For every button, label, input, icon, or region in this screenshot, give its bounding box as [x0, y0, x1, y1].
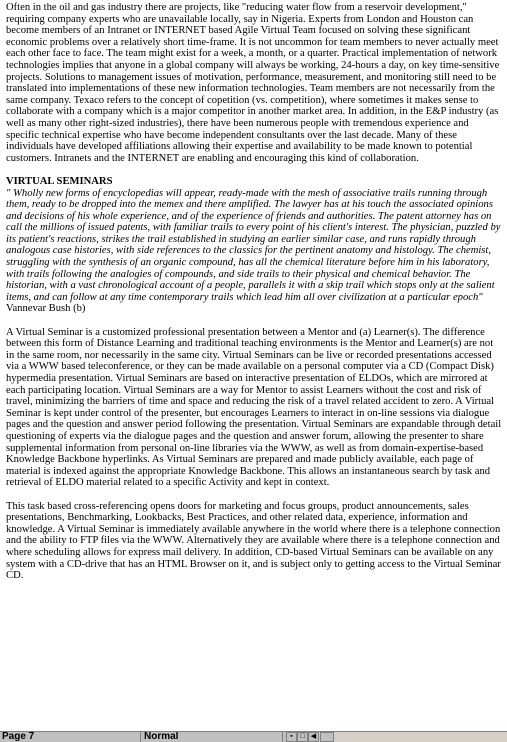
paragraph-gap — [6, 489, 502, 501]
horizontal-scrollbar[interactable] — [286, 732, 507, 742]
document-body — [6, 2, 502, 582]
paragraph-oil-gas: Often in the oil and gas industry there are projects, like "reducing water flow from a reservoir development," requiring company experts who are unavailable locally, say in Nigeria. Experts from London and Houston can become members of an Intranet or INTERNET based Agile Virtual Team focused on solving these significant economic problems over a relatively short time-frame. It is not uncommon for team members to never actually meet each other face to face. The team might exist for a week, a month, or a quarter. Practical implementation of network technologies implies that anyone in a global company will always be working, 24-hours a day, on key time-sensitive projects. Solutions to management issues of motivation, performance, measurement, and monitoring still need to be translated into implementations of these new information technologies. Team members are not necessarily from the same company. Texaco refers to the concept of copetition (vs. competition), where sometimes it makes sense to collaborate with a company which is a major competitor in another market area. In addition, in the E&P industry (as well as many other right-sized industries), there have been numerous people with tremendous experience and specific technical expertise who have become independent consultants over the last decade. Many of these individuals have developed affiliations allowing their expertise and availability to be made known to potential customers. Intranets and the INTERNET are enabling and encouraging this kind of collaboration. — [6, 2, 500, 164]
paragraph-gap — [6, 315, 502, 327]
normal-view-icon[interactable]: ▪ — [286, 732, 297, 742]
status-bar — [0, 731, 507, 742]
scrollbar-thumb[interactable] — [320, 732, 334, 742]
status-style-name[interactable]: Normal — [144, 732, 283, 742]
status-page-number: Page 7 — [2, 732, 141, 742]
quote-paragraph: " Wholly new forms of encyclopedias will appear, ready-made with the mesh of associative trails running through them, ready to be dropped into the memex and there amplified. The lawyer has at his touch the associated opinions and decisions of his whole experience, and of the experience of friends and authorities. The patent attorney has on call the millions of issued patents, with familiar trails to every point of his client's interest. The physician, puzzled by its patient's reactions, strikes the trail established in studying an earlier similar case, and runs rapidly through analogous case histories, with side references to the classics for the pertinent anatomy and histology. The chemist, struggling with the synthesis of an organic compound, has all the chemical literature before him in his laboratory, with trails following the analogies of compounds, and side trails to their physical and chemical behavior. The historian, with a vast chronological account of a people, parallels it with a skip trail which stops only at the salient items, and can follow at any time contemporary trails which lead him all over civilization at a particular epoch" — [6, 187, 501, 303]
paragraph-virtual-seminar: A Virtual Seminar is a customized professional presentation between a Mentor and (a) Learner(s). The difference between this form of Distance Learning and traditional teaching environments is the Mentor and Learner(s) are not in the same room, nor necessarily in the same city. Virtual Seminars can be live or recorded presentations accessed via a WWW based teleconference, or they can be made available on a personal computer via a CD (Compact Disk) hypermedia presentation. Virtual Seminars are based on interactive presentation of ELDOs, which are mirrored at each participating location. Virtual Seminars are a way for Mentor to assist Learners without the cost and risk of travel, minimizing the barriers of time and space and reducing the risk of a travel related accident to zero. A Virtual Seminar is kept under control of the presenter, but encourages Learners to interact in on-line sessions via dialogue pages and the question and answer period following the presentation. Virtual Seminars are expandable through detail questioning of experts via the dialogue pages and the question and answer forum, allowing the presenter to share supplemental information from personal on-line libraries via the WWW, as well as from domain-expertise-based Knowledge Backbone hyperlinks. As Virtual Seminars are prepared and made publicly available, each page of material is indexed against the appropriate Knowledge Backbone. This allows an instantaneous search by task and retrieval of ELDO material related to a specific Activity and kept in context. — [6, 326, 502, 489]
page-layout-view-icon[interactable]: □ — [297, 732, 308, 742]
quote-attribution: Vannevar Bush (b) — [6, 303, 86, 315]
paragraph-gap — [6, 164, 502, 176]
paragraph-cross-referencing: This task based cross-referencing opens doors for marketing and focus groups, product announcements, sales presentations, Benchmarking, Lookbacks, Best Practices, and other related data, experience, information and knowledge. A Virtual Seminar is immediately available anywhere in the world where there is a telephone connection and the ability to FTP files via the WWW. Alternatively they are available where there is a telephone connection and where scheduling allows for express mail delivery. In addition, CD-based Virtual Seminars can be available on any system with a CD-drive that has an HTML Browser on it, and is subject only to getting access to the Virtual Seminar CD. — [6, 500, 501, 582]
scroll-left-icon[interactable]: ◀ — [308, 732, 319, 742]
section-heading: VIRTUAL SEMINARS — [6, 175, 113, 187]
